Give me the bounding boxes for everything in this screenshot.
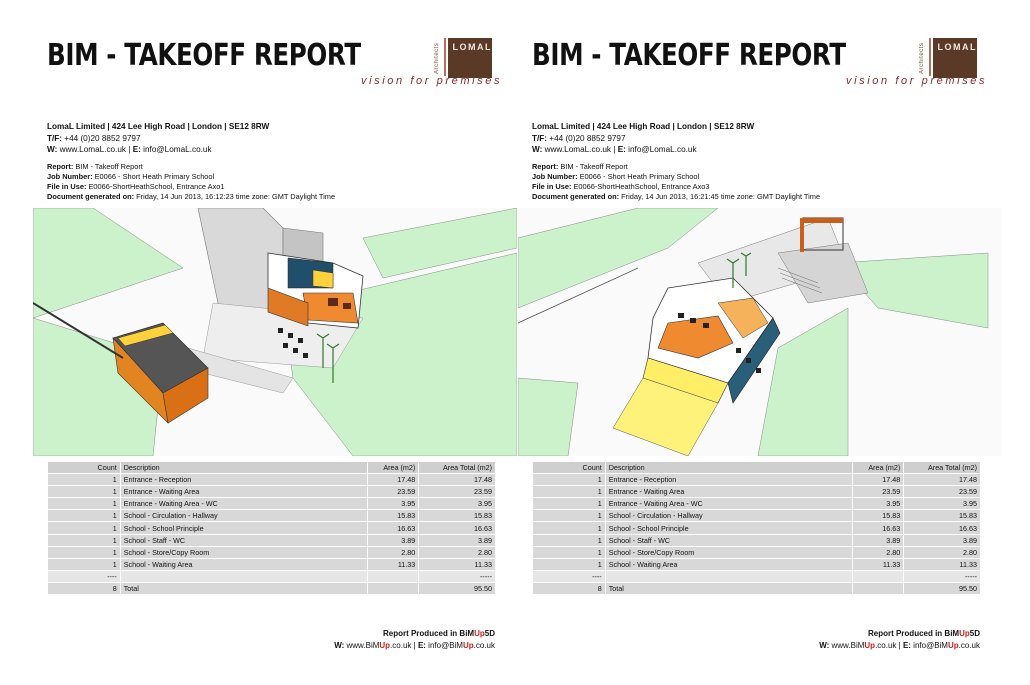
tel-label: T/F: (532, 133, 548, 143)
report-page-2 (532, 0, 1002, 685)
meta-report-label: Report: (532, 162, 559, 171)
col-count-header: Count (533, 462, 606, 474)
company-address: LomaL Limited | 424 Lee High Road | London | SE12 8RW (532, 122, 755, 131)
meta-report-value: BIM - Takeoff Report (558, 162, 628, 171)
table-total-row: 8 Total 95.50 (48, 582, 496, 594)
table-row: 1 Entrance - Waiting Area 23.59 23.59 (48, 486, 496, 498)
table-header-row (533, 462, 981, 474)
logo-brand-text: LOMAL (937, 42, 977, 52)
logo-tagline: vision for premises (361, 75, 503, 87)
contact-block (532, 121, 754, 156)
table-row: 1 School - Waiting Area 11.33 11.33 (533, 558, 981, 570)
table-row: 1 School - Staff - WC 3.89 3.89 (48, 534, 496, 546)
logo-brand-text: LOMAL (452, 42, 492, 52)
col-count-header: Count (48, 462, 121, 474)
logo-tagline: vision for premises (846, 75, 988, 87)
takeoff-table (47, 461, 496, 595)
web-label: W: (47, 145, 58, 154)
web-link[interactable]: www.LomaL.co.uk | (57, 145, 133, 154)
meta-file-label: File in Use: (532, 182, 572, 191)
table-row: 1 Entrance - Reception 17.48 17.48 (533, 474, 981, 486)
bimup-email-link[interactable]: info@BiMUp.co.uk (425, 641, 495, 650)
report-title: BIM - TAKEOFF REPORT (47, 38, 361, 73)
bimup-web-link[interactable]: www.BiMUp.co.uk | (344, 641, 418, 650)
col-description-header: Description (120, 462, 368, 474)
table-row: 1 School - Circulation - Hallway 15.83 15.83 (48, 510, 496, 522)
email-link[interactable]: info@LomaL.co.uk (140, 145, 212, 154)
email-label: E: (132, 145, 141, 154)
col-area-header: Area (m2) (368, 462, 419, 474)
meta-generated-value: Friday, 14 Jun 2013, 16:21:45 time zone: GMT Daylight Time (619, 192, 821, 201)
table-row: 1 School - Store/Copy Room 2.80 2.80 (533, 546, 981, 558)
table-separator-row: ---- ----- (48, 570, 496, 582)
meta-job-value: E0066 - Short Heath Primary School (92, 172, 215, 181)
table-row: 1 School - Staff - WC 3.89 3.89 (533, 534, 981, 546)
bimup-email-link[interactable]: info@BiMUp.co.uk (910, 641, 980, 650)
meta-job-label: Job Number: (47, 172, 93, 181)
meta-generated-label: Document generated on: (47, 192, 135, 201)
col-total-header: Area Total (m2) (904, 462, 981, 474)
axonometric-drawing (33, 208, 517, 456)
table-row: 1 School - School Principle 16.63 16.63 (533, 522, 981, 534)
axonometric-drawing (518, 208, 1002, 456)
table-row: 1 School - Store/Copy Room 2.80 2.80 (48, 546, 496, 558)
takeoff-table (532, 461, 981, 595)
meta-report-label: Report: (47, 162, 74, 171)
web-link[interactable]: www.LomaL.co.uk | (542, 145, 618, 154)
table-separator-row: ---- ----- (533, 570, 981, 582)
table-row: 1 Entrance - Waiting Area - WC 3.95 3.95 (48, 498, 496, 510)
lomal-logo (434, 38, 494, 78)
table-row: 1 School - School Principle 16.63 16.63 (48, 522, 496, 534)
tel-value: +44 (0)20 8852 9797 (547, 133, 626, 143)
logo-architects-text: Architects (434, 42, 440, 74)
report-title: BIM - TAKEOFF REPORT (532, 38, 846, 73)
contact-block (47, 121, 269, 156)
meta-job-value: E0066 - Short Heath Primary School (577, 172, 700, 181)
table-header-row (48, 462, 496, 474)
report-meta (532, 162, 820, 202)
col-area-header: Area (m2) (853, 462, 904, 474)
lomal-logo (919, 38, 979, 78)
table-row: 1 School - Waiting Area 11.33 11.33 (48, 558, 496, 570)
meta-file-label: File in Use: (47, 182, 87, 191)
bimup-web-link[interactable]: www.BiMUp.co.uk | (829, 641, 903, 650)
col-description-header: Description (605, 462, 853, 474)
meta-job-label: Job Number: (532, 172, 578, 181)
table-total-row: 8 Total 95.50 (533, 582, 981, 594)
meta-file-value: E0066-ShortHeathSchool, Entrance Axo1 (86, 182, 225, 191)
report-meta (47, 162, 335, 202)
report-page-1 (47, 0, 517, 685)
email-label: E: (617, 145, 626, 154)
tel-value: +44 (0)20 8852 9797 (62, 133, 141, 143)
produced-footer: Report Produced in BiMUp5D W: www.BiMUp.co.uk | E: info@BiMUp.co.uk (819, 629, 980, 650)
col-total-header: Area Total (m2) (419, 462, 496, 474)
meta-file-value: E0066-ShortHeathSchool, Entrance Axo3 (571, 182, 710, 191)
company-address: LomaL Limited | 424 Lee High Road | London | SE12 8RW (47, 122, 270, 131)
table-row: 1 Entrance - Reception 17.48 17.48 (48, 474, 496, 486)
meta-report-value: BIM - Takeoff Report (73, 162, 143, 171)
table-row: 1 Entrance - Waiting Area 23.59 23.59 (533, 486, 981, 498)
web-label: W: (532, 145, 543, 154)
table-row: 1 School - Circulation - Hallway 15.83 15.83 (533, 510, 981, 522)
email-link[interactable]: info@LomaL.co.uk (625, 145, 697, 154)
table-row: 1 Entrance - Waiting Area - WC 3.95 3.95 (533, 498, 981, 510)
meta-generated-label: Document generated on: (532, 192, 620, 201)
tel-label: T/F: (47, 133, 63, 143)
produced-footer: Report Produced in BiMUp5D W: www.BiMUp.co.uk | E: info@BiMUp.co.uk (334, 629, 495, 650)
meta-generated-value: Friday, 14 Jun 2013, 16:12:23 time zone: GMT Daylight Time (134, 192, 336, 201)
logo-architects-text: Architects (919, 42, 925, 74)
